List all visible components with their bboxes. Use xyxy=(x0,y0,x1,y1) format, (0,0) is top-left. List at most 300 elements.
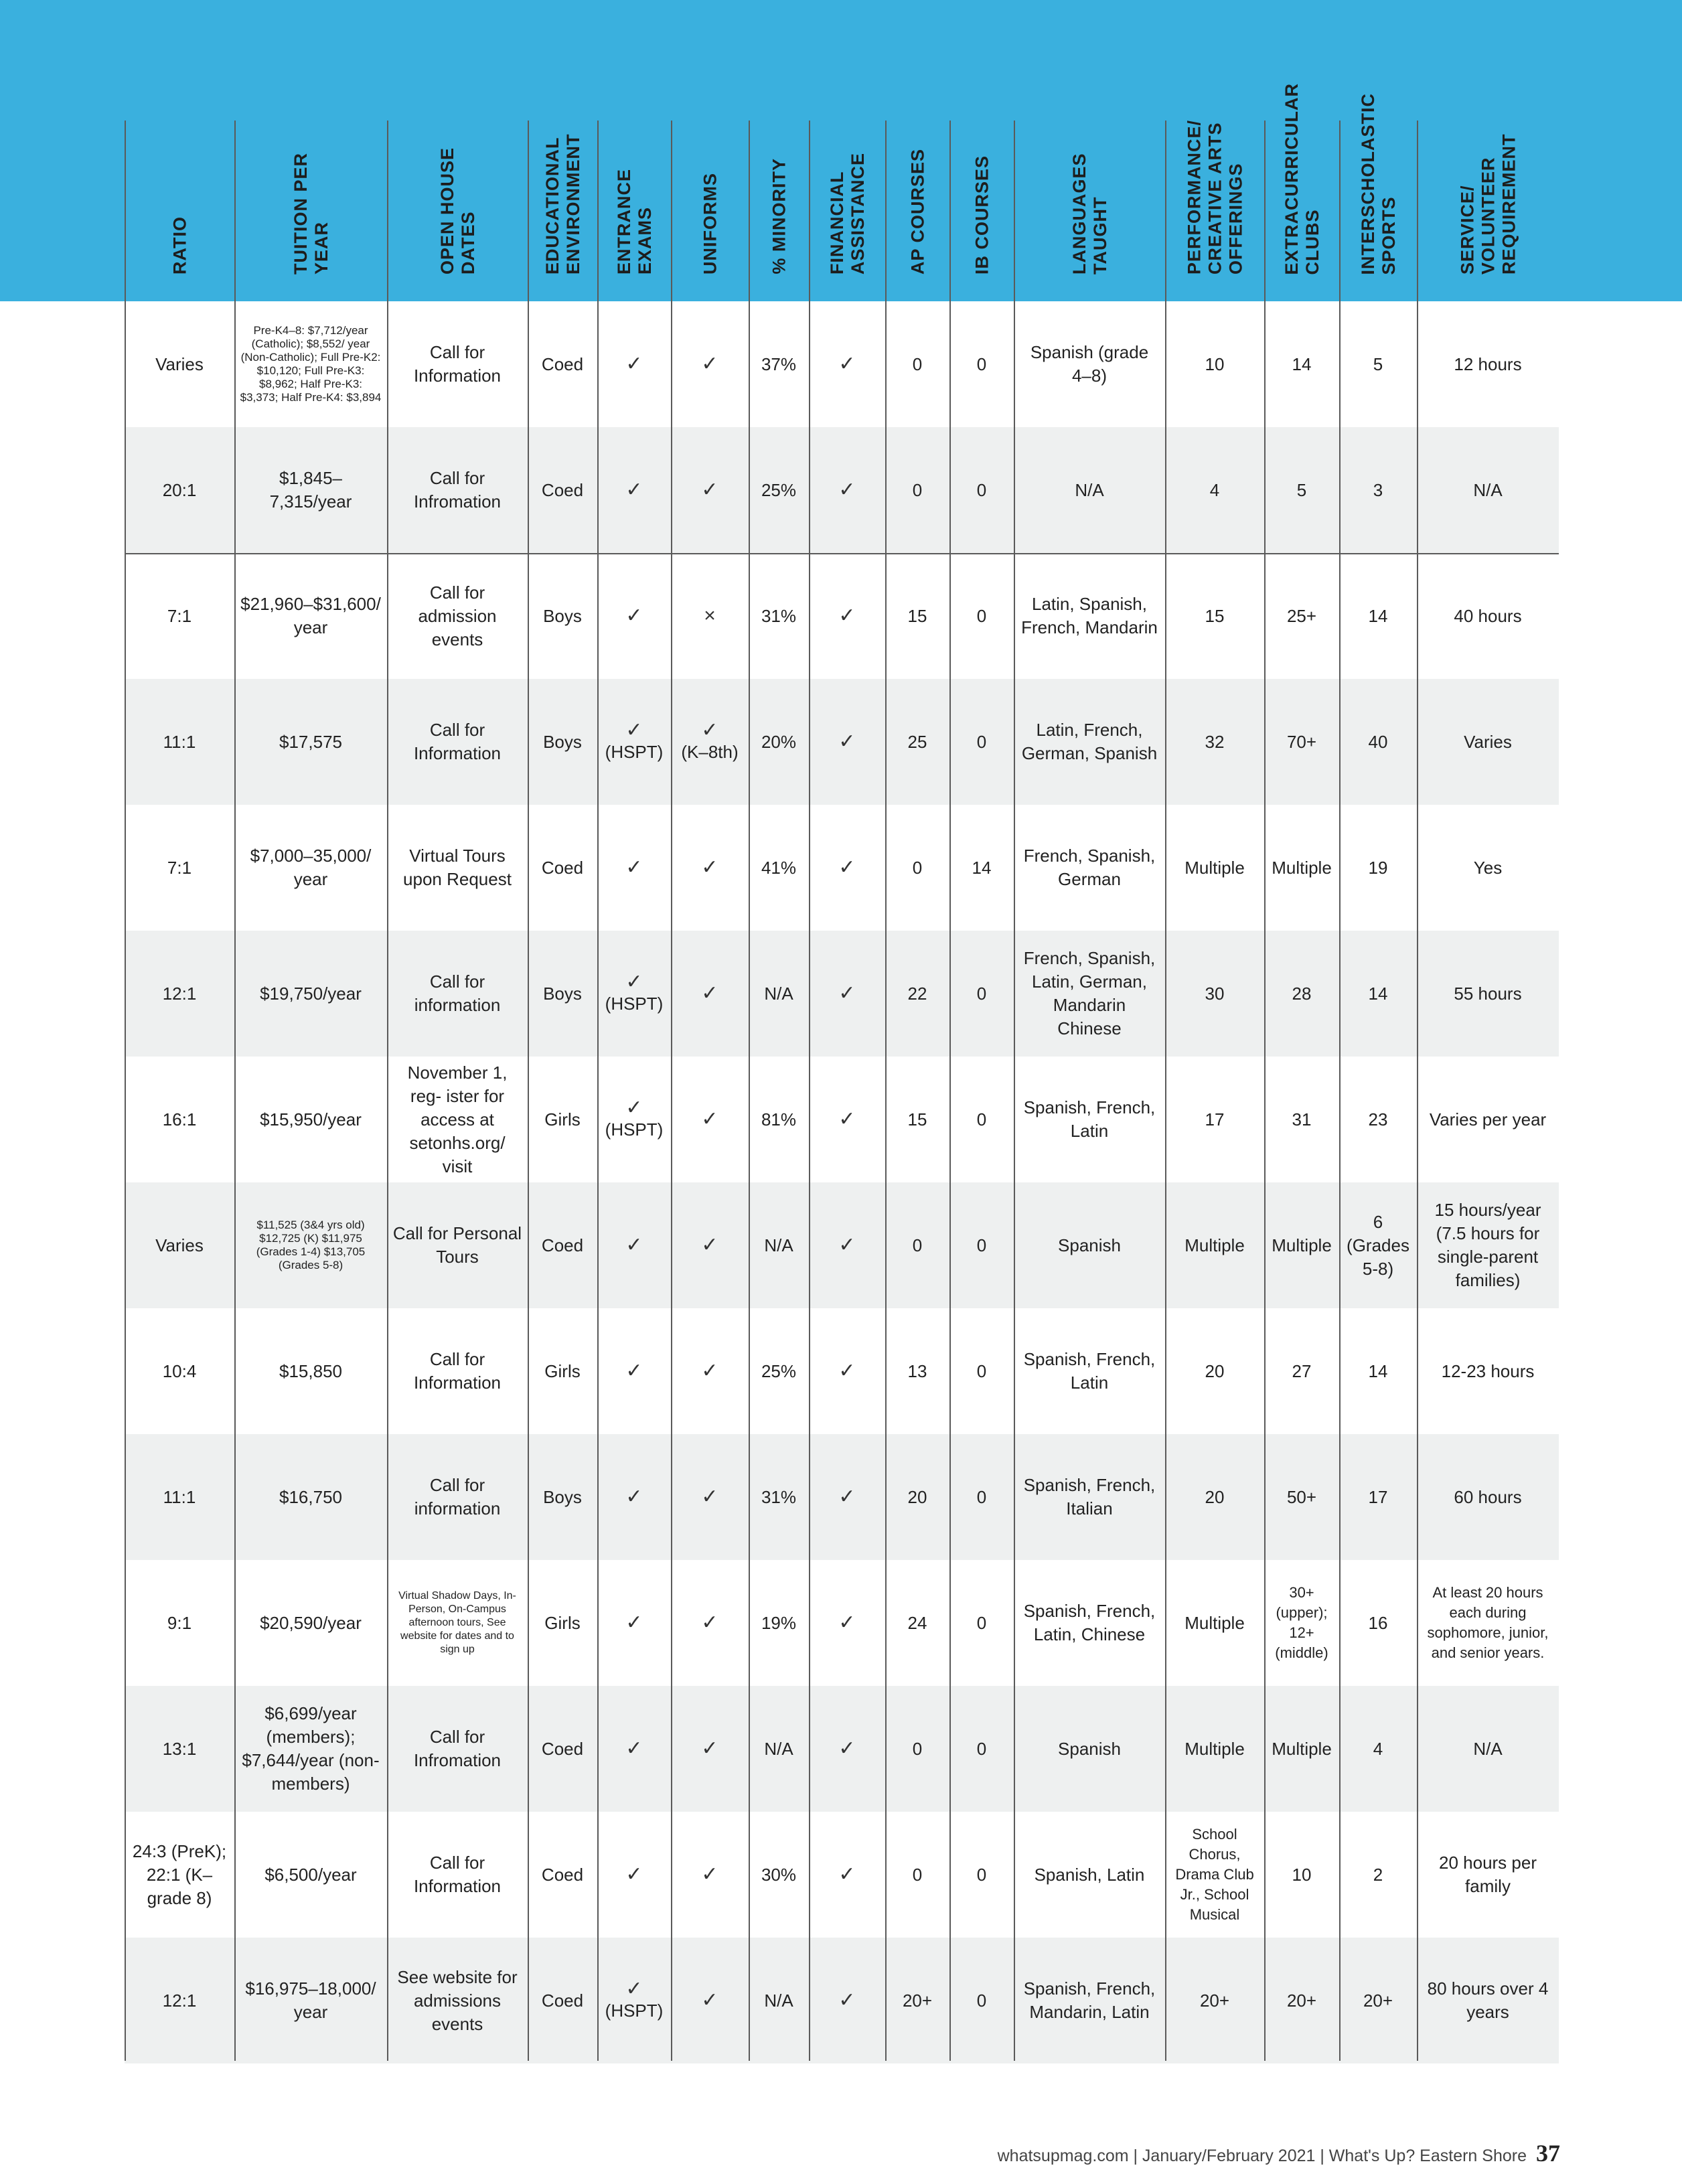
cell-service xyxy=(1417,1686,1559,1812)
cell-ib-courses xyxy=(949,1938,1014,2063)
cell-clubs xyxy=(1264,1812,1339,1938)
cell-uniforms xyxy=(671,1938,749,2063)
cell-financial-assistance xyxy=(809,805,885,931)
ib-courses-value: 0 xyxy=(976,1109,987,1129)
cell-environment xyxy=(528,301,597,427)
open-house-value: Call for admission events xyxy=(418,582,497,649)
cell-financial-assistance xyxy=(809,1686,885,1812)
ib-courses-value: 0 xyxy=(976,1864,987,1885)
cell-service xyxy=(1417,1057,1559,1182)
languages-value: Spanish, French, Mandarin, Latin xyxy=(1023,1978,1156,2022)
header-open-house xyxy=(387,121,528,301)
cell-environment xyxy=(528,805,597,931)
cell-ib-courses xyxy=(949,679,1014,805)
cell-tuition xyxy=(234,679,387,805)
cell-sports xyxy=(1339,1182,1417,1308)
cell-clubs xyxy=(1264,931,1339,1057)
minority-value: N/A xyxy=(764,1235,793,1255)
ib-courses-value: 0 xyxy=(976,1990,987,2011)
column-divider xyxy=(1339,301,1341,2061)
ib-courses-value: 0 xyxy=(976,605,987,626)
ratio-value: 7:1 xyxy=(167,605,192,626)
cell-financial-assistance xyxy=(809,1560,885,1686)
sports-value: 40 xyxy=(1368,731,1388,752)
cell-sports xyxy=(1339,1686,1417,1812)
table-row xyxy=(125,1686,1559,1812)
service-value: 40 hours xyxy=(1454,605,1522,626)
tuition-value: $16,750 xyxy=(279,1486,342,1507)
cell-environment xyxy=(528,1686,597,1812)
check-icon: ✓ xyxy=(838,1989,856,2011)
languages-value: Spanish, French, Italian xyxy=(1023,1475,1156,1518)
table-row xyxy=(125,1938,1559,2063)
cell-ib-courses xyxy=(949,1434,1014,1560)
column-divider xyxy=(387,301,388,2061)
ratio-value: Varies xyxy=(155,354,204,374)
table-row xyxy=(125,1812,1559,1938)
cell-uniforms xyxy=(671,301,749,427)
cell-open-house xyxy=(387,553,528,679)
cell-uniforms xyxy=(671,427,749,553)
cell-financial-assistance xyxy=(809,1057,885,1182)
minority-value: 25% xyxy=(761,479,797,500)
cell-minority xyxy=(749,1812,809,1938)
cell-service xyxy=(1417,1182,1559,1308)
languages-value: Spanish, French, Latin xyxy=(1023,1349,1156,1393)
cell-clubs xyxy=(1264,1308,1339,1434)
ap-courses-value: 0 xyxy=(912,479,923,500)
cell-entrance-exams xyxy=(597,1182,671,1308)
header-label: FINANCIAL ASSISTANCE xyxy=(827,152,868,275)
column-divider xyxy=(671,301,672,2061)
cell-open-house xyxy=(387,1812,528,1938)
cell-tuition xyxy=(234,805,387,931)
table-row xyxy=(125,427,1559,553)
sports-value: 16 xyxy=(1368,1612,1388,1633)
header-label: % MINORITY xyxy=(769,158,789,275)
service-value: 12 hours xyxy=(1454,354,1522,374)
cell-environment xyxy=(528,1434,597,1560)
header-sports xyxy=(1339,92,1417,301)
service-value: 12-23 hours xyxy=(1441,1360,1535,1381)
cell-ib-courses xyxy=(949,301,1014,427)
cell-open-house xyxy=(387,427,528,553)
cell-ratio xyxy=(125,1560,234,1686)
ap-courses-value: 20+ xyxy=(902,1990,933,2011)
cell-arts xyxy=(1165,1686,1264,1812)
cell-languages xyxy=(1014,1057,1165,1182)
cell-service xyxy=(1417,427,1559,553)
clubs-value: 50+ xyxy=(1286,1486,1317,1507)
cell-minority xyxy=(749,1182,809,1308)
arts-value: 20 xyxy=(1205,1360,1225,1381)
arts-value: Multiple xyxy=(1184,857,1245,878)
sports-value: 19 xyxy=(1368,857,1388,878)
tuition-value: $7,000–35,000/ year xyxy=(250,846,372,889)
cell-ap-courses xyxy=(885,679,949,805)
header-label: INTERSCHOLASTIC SPORTS xyxy=(1358,92,1399,275)
cell-financial-assistance xyxy=(809,679,885,805)
tuition-value: Pre-K4–8: $7,712/year (Catholic); $8,552/ year (Non-Catholic); Full Pre-K2: $10,120; Full Pre-K3: $8,962; Half Pre-K3: $3,373; Half Pre-K4: $3,894 xyxy=(240,324,382,404)
header-financial-assistance xyxy=(809,121,885,301)
environment-value: Girls xyxy=(544,1612,581,1633)
cell-environment xyxy=(528,1938,597,2063)
cell-entrance-exams xyxy=(597,1938,671,2063)
cell-languages xyxy=(1014,1308,1165,1434)
entrance-note: (HSPT) xyxy=(605,993,664,1014)
cell-ib-courses xyxy=(949,1308,1014,1434)
cell-tuition xyxy=(234,301,387,427)
cell-tuition xyxy=(234,1812,387,1938)
environment-value: Coed xyxy=(541,1990,584,2011)
cell-service xyxy=(1417,805,1559,931)
header-tuition xyxy=(234,121,387,301)
ap-courses-value: 0 xyxy=(912,354,923,374)
ib-courses-value: 0 xyxy=(976,479,987,500)
cell-tuition xyxy=(234,1938,387,2063)
cell-environment xyxy=(528,1057,597,1182)
open-house-value: See website for admissions events xyxy=(397,1966,518,2034)
check-icon: ✓ xyxy=(625,1360,643,1382)
open-house-value: Call for information xyxy=(414,971,501,1015)
minority-value: 31% xyxy=(761,1486,797,1507)
header-label: TUITION PER YEAR xyxy=(291,152,331,275)
arts-value: Multiple xyxy=(1184,1738,1245,1759)
open-house-value: Call for information xyxy=(414,1475,501,1518)
cell-ap-courses xyxy=(885,1812,949,1938)
minority-value: 81% xyxy=(761,1109,797,1129)
cell-entrance-exams xyxy=(597,1812,671,1938)
cell-arts xyxy=(1165,1182,1264,1308)
cell-service xyxy=(1417,1812,1559,1938)
cell-clubs xyxy=(1264,427,1339,553)
entrance-note: (HSPT) xyxy=(605,2000,664,2021)
cell-sports xyxy=(1339,1057,1417,1182)
cell-ap-courses xyxy=(885,1308,949,1434)
languages-value: Latin, French, German, Spanish xyxy=(1021,720,1158,763)
ap-courses-value: 24 xyxy=(907,1612,927,1633)
tuition-value: $6,500/year xyxy=(264,1864,357,1885)
header-languages xyxy=(1014,121,1165,301)
ib-courses-value: 0 xyxy=(976,1235,987,1255)
cell-ratio xyxy=(125,427,234,553)
cell-entrance-exams xyxy=(597,805,671,931)
ratio-value: 7:1 xyxy=(167,857,192,878)
cell-environment xyxy=(528,931,597,1057)
arts-value: 4 xyxy=(1209,479,1220,500)
tuition-value: $19,750/year xyxy=(260,983,362,1004)
ratio-value: Varies xyxy=(155,1235,204,1255)
service-value: Varies per year xyxy=(1429,1109,1547,1129)
service-value: Varies xyxy=(1464,731,1512,752)
minority-value: 19% xyxy=(761,1612,797,1633)
cell-uniforms xyxy=(671,679,749,805)
arts-value: 32 xyxy=(1205,731,1225,752)
service-value: 15 hours/year (7.5 hours for single-parent families) xyxy=(1434,1200,1541,1290)
check-icon: ✓ xyxy=(701,1863,718,1885)
clubs-value: 31 xyxy=(1292,1109,1312,1129)
environment-value: Coed xyxy=(541,479,584,500)
cell-service xyxy=(1417,679,1559,805)
cell-financial-assistance xyxy=(809,301,885,427)
open-house-value: November 1, reg- ister for access at setonhs.org/ visit xyxy=(407,1062,508,1176)
cell-entrance-exams xyxy=(597,301,671,427)
arts-value: 20+ xyxy=(1199,1990,1230,2011)
header-label: OPEN HOUSE DATES xyxy=(437,147,478,275)
arts-value: School Chorus, Drama Club Jr., School Musical xyxy=(1175,1826,1254,1923)
sports-value: 14 xyxy=(1368,1360,1388,1381)
cell-tuition xyxy=(234,1434,387,1560)
open-house-value: Call for Personal Tours xyxy=(392,1223,522,1267)
cell-environment xyxy=(528,553,597,679)
service-value: 80 hours over 4 years xyxy=(1427,1978,1549,2022)
cell-uniforms xyxy=(671,553,749,679)
entrance-note: (HSPT) xyxy=(605,741,664,762)
cell-arts xyxy=(1165,1057,1264,1182)
cell-tuition xyxy=(234,1057,387,1182)
cell-languages xyxy=(1014,427,1165,553)
uniforms-note: (K–8th) xyxy=(681,741,739,762)
cell-ap-courses xyxy=(885,1182,949,1308)
environment-value: Boys xyxy=(543,731,582,752)
cell-minority xyxy=(749,1434,809,1560)
cell-arts xyxy=(1165,679,1264,805)
cell-service xyxy=(1417,1560,1559,1686)
cell-minority xyxy=(749,931,809,1057)
cell-financial-assistance xyxy=(809,1812,885,1938)
cell-clubs xyxy=(1264,1182,1339,1308)
column-divider xyxy=(809,301,810,2061)
ratio-value: 12:1 xyxy=(162,1990,197,2011)
cell-environment xyxy=(528,1560,597,1686)
table-row xyxy=(125,805,1559,931)
cell-clubs xyxy=(1264,679,1339,805)
check-icon: ✓ xyxy=(625,1096,643,1119)
cell-clubs xyxy=(1264,1686,1339,1812)
sports-value: 3 xyxy=(1373,479,1383,500)
ib-courses-value: 0 xyxy=(976,731,987,752)
cell-open-house xyxy=(387,1938,528,2063)
cell-sports xyxy=(1339,301,1417,427)
check-icon: ✓ xyxy=(701,982,718,1004)
cell-uniforms xyxy=(671,1057,749,1182)
environment-value: Boys xyxy=(543,983,582,1004)
cell-open-house xyxy=(387,1434,528,1560)
tuition-value: $15,850 xyxy=(279,1360,342,1381)
cell-environment xyxy=(528,679,597,805)
cell-languages xyxy=(1014,301,1165,427)
environment-value: Coed xyxy=(541,857,584,878)
languages-value: Spanish, French, Latin xyxy=(1023,1097,1156,1141)
service-value: 60 hours xyxy=(1454,1486,1522,1507)
table-row xyxy=(125,1434,1559,1560)
tuition-value: $17,575 xyxy=(279,731,342,752)
check-icon: ✓ xyxy=(838,1108,856,1130)
ap-courses-value: 0 xyxy=(912,1738,923,1759)
check-icon: ✓ xyxy=(701,1486,718,1508)
check-icon: ✓ xyxy=(701,1612,718,1634)
cross-icon: × xyxy=(704,605,716,627)
cell-minority xyxy=(749,1560,809,1686)
cell-ib-courses xyxy=(949,1560,1014,1686)
page-number: 37 xyxy=(1536,2140,1560,2167)
cell-ib-courses xyxy=(949,553,1014,679)
check-icon: ✓ xyxy=(625,1234,643,1256)
cell-ap-courses xyxy=(885,427,949,553)
ib-courses-value: 0 xyxy=(976,1738,987,1759)
cell-ib-courses xyxy=(949,1686,1014,1812)
cell-ap-courses xyxy=(885,1938,949,2063)
check-icon: ✓ xyxy=(701,1989,718,2011)
environment-value: Girls xyxy=(544,1109,581,1129)
table-row xyxy=(125,1057,1559,1182)
ratio-value: 12:1 xyxy=(162,983,197,1004)
header-label: EXTRACURRICULAR CLUBS xyxy=(1282,82,1322,275)
cell-service xyxy=(1417,1308,1559,1434)
ratio-value: 24:3 (PreK); 22:1 (K– grade 8) xyxy=(132,1841,227,1908)
cell-clubs xyxy=(1264,805,1339,931)
clubs-value: 10 xyxy=(1292,1864,1312,1885)
check-icon: ✓ xyxy=(701,1234,718,1256)
cell-financial-assistance xyxy=(809,553,885,679)
arts-value: 17 xyxy=(1205,1109,1225,1129)
cell-uniforms xyxy=(671,1308,749,1434)
cell-ratio xyxy=(125,1812,234,1938)
table-row xyxy=(125,553,1559,679)
cell-environment xyxy=(528,1308,597,1434)
languages-value: N/A xyxy=(1075,479,1104,500)
open-house-value: Call for Information xyxy=(413,1853,502,1896)
ap-courses-value: 20 xyxy=(907,1486,927,1507)
cell-ap-courses xyxy=(885,805,949,931)
check-icon: ✓ xyxy=(625,353,643,375)
tuition-value: $6,699/year (members); $7,644/year (non-members) xyxy=(242,1703,380,1794)
column-divider xyxy=(949,301,951,2061)
cell-clubs xyxy=(1264,1057,1339,1182)
sports-value: 23 xyxy=(1368,1109,1388,1129)
cell-clubs xyxy=(1264,553,1339,679)
sports-value: 20+ xyxy=(1363,1990,1393,2011)
cell-arts xyxy=(1165,1560,1264,1686)
table-row xyxy=(125,1182,1559,1308)
table-row xyxy=(125,301,1559,427)
clubs-value: Multiple xyxy=(1272,857,1332,878)
sports-value: 14 xyxy=(1368,605,1388,626)
cell-environment xyxy=(528,1182,597,1308)
arts-value: 30 xyxy=(1205,983,1225,1004)
service-value: N/A xyxy=(1473,479,1503,500)
cell-clubs xyxy=(1264,1938,1339,2063)
minority-value: N/A xyxy=(764,1738,793,1759)
ratio-value: 13:1 xyxy=(162,1738,197,1759)
check-icon: ✓ xyxy=(625,856,643,878)
check-icon: ✓ xyxy=(625,1486,643,1508)
ratio-value: 9:1 xyxy=(167,1612,192,1633)
clubs-value: 5 xyxy=(1296,479,1307,500)
header-label: PERFORMANCE/ CREATIVE ARTS OFFERINGS xyxy=(1184,119,1246,275)
cell-tuition xyxy=(234,1686,387,1812)
cell-tuition xyxy=(234,1308,387,1434)
cell-minority xyxy=(749,679,809,805)
service-value: Yes xyxy=(1473,857,1503,878)
check-icon: ✓ xyxy=(838,982,856,1004)
cell-ap-courses xyxy=(885,1560,949,1686)
cell-ratio xyxy=(125,679,234,805)
cell-clubs xyxy=(1264,301,1339,427)
cell-sports xyxy=(1339,1938,1417,2063)
cell-ap-courses xyxy=(885,1686,949,1812)
arts-value: 15 xyxy=(1205,605,1225,626)
open-house-value: Call for Information xyxy=(413,1349,502,1393)
cell-uniforms xyxy=(671,1812,749,1938)
ratio-value: 20:1 xyxy=(162,479,197,500)
cell-ib-courses xyxy=(949,1182,1014,1308)
column-divider xyxy=(749,301,750,2061)
cell-uniforms xyxy=(671,805,749,931)
cell-minority xyxy=(749,301,809,427)
cell-ratio xyxy=(125,1182,234,1308)
cell-tuition xyxy=(234,427,387,553)
minority-value: 20% xyxy=(761,731,797,752)
cell-ib-courses xyxy=(949,1812,1014,1938)
cell-financial-assistance xyxy=(809,1182,885,1308)
cell-entrance-exams xyxy=(597,679,671,805)
check-icon: ✓ xyxy=(625,605,643,627)
clubs-value: 27 xyxy=(1292,1360,1312,1381)
clubs-value: 70+ xyxy=(1286,731,1317,752)
cell-ap-courses xyxy=(885,931,949,1057)
arts-value: 20 xyxy=(1205,1486,1225,1507)
cell-arts xyxy=(1165,1812,1264,1938)
cell-tuition xyxy=(234,1182,387,1308)
cell-arts xyxy=(1165,1938,1264,2063)
minority-value: 41% xyxy=(761,857,797,878)
check-icon: ✓ xyxy=(625,718,643,741)
header-minority xyxy=(749,121,809,301)
tuition-value: $1,845–7,315/year xyxy=(269,468,352,512)
cell-arts xyxy=(1165,1434,1264,1560)
check-icon: ✓ xyxy=(625,1863,643,1885)
header-label: IB COURSES xyxy=(972,155,992,275)
check-icon: ✓ xyxy=(625,479,643,501)
cell-ap-courses xyxy=(885,1434,949,1560)
clubs-value: 28 xyxy=(1292,983,1312,1004)
tuition-value: $20,590/year xyxy=(260,1612,362,1633)
cell-tuition xyxy=(234,931,387,1057)
cell-ratio xyxy=(125,1938,234,2063)
cell-uniforms xyxy=(671,1182,749,1308)
ap-courses-value: 13 xyxy=(907,1360,927,1381)
check-icon: ✓ xyxy=(701,353,718,375)
check-icon: ✓ xyxy=(838,605,856,627)
sports-value: 14 xyxy=(1368,983,1388,1004)
check-icon: ✓ xyxy=(625,1612,643,1634)
check-icon: ✓ xyxy=(838,1737,856,1760)
entrance-note: (HSPT) xyxy=(605,1119,664,1140)
cell-financial-assistance xyxy=(809,1308,885,1434)
header-label: AP COURSES xyxy=(907,148,928,275)
cell-ib-courses xyxy=(949,1057,1014,1182)
check-icon: ✓ xyxy=(701,1737,718,1760)
minority-value: 25% xyxy=(761,1360,797,1381)
ap-courses-value: 0 xyxy=(912,857,923,878)
cell-sports xyxy=(1339,805,1417,931)
service-value: 20 hours per family xyxy=(1439,1853,1537,1896)
cell-uniforms xyxy=(671,1434,749,1560)
ratio-value: 11:1 xyxy=(163,731,196,752)
column-divider xyxy=(234,301,236,2061)
check-icon: ✓ xyxy=(701,856,718,878)
